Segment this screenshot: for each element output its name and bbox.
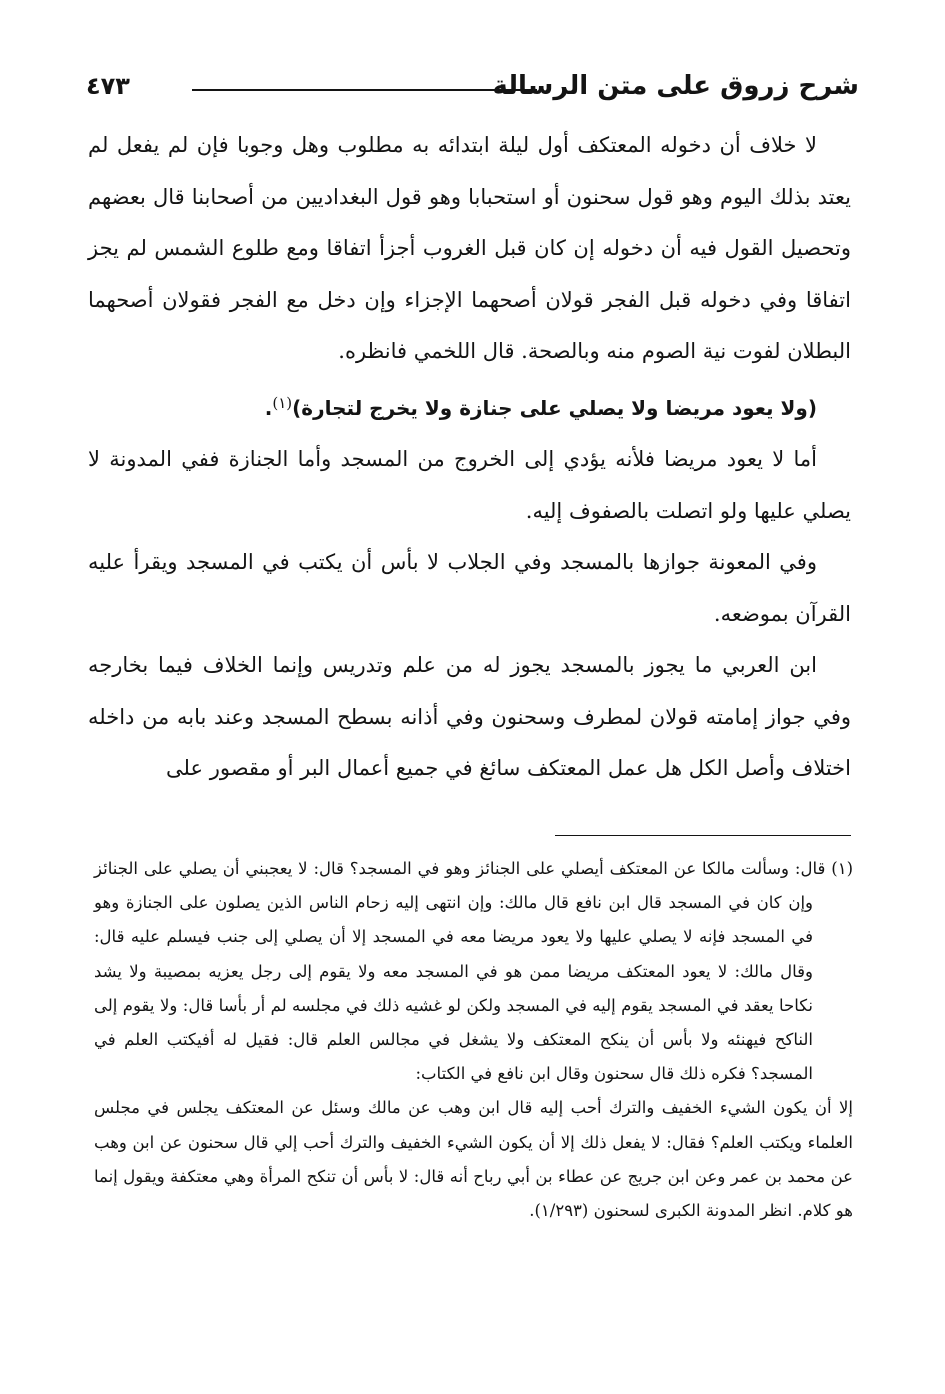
footnote-1-text: قال: وسألت مالكا عن المعتكف أيصلي على الجنائز وهو في المسجد؟ قال: لا يعجبني أن يصلي على الجنائز وإن كان في المسجد قال ابن نافع قال مالك: وإن انتهى إليه زحام الناس الذين يصلون على الجنازة وهو في المسجد فإنه لا يصلي عليها ولا يعود مريضا معه في المسجد إلا أن يصلي إلى جنب فيسلم عليه قال: وقال مالك: لا يعود المعتكف مريضا ممن هو في المسجد معه ولا يقوم إلى رجل يعزيه بمصيبة ولا يشد نكاحا يعقد في المسجد يقوم إليه في المسجد ولكن لو غشيه ذلك في مجلسه لم أر بأسا قال: ولا يقوم إلى الناكح فيهنئه ولا بأس أن ينكح المعتكف ولا يشغل في مجالس العلم قال: فقيل له أفيكتب العلم في المسجد؟ فكره ذلك قال سحنون وقال ابن نافع في الكتاب: xyxy=(94,859,826,1084)
page-number: ٤٧٣ xyxy=(86,72,130,100)
footnote-1-continuation: إلا أن يكون الشيء الخفيف والترك أحب إليه قال ابن وهب عن مالك وسئل عن المعتكف يجلس في مجلس العلماء ويكتب العلم؟ فقال: لا يفعل ذلك إلا أن يكون الشيء الخفيف والترك أحب إلي قال سحنون عن ابن وهب عن محمد بن عمر وعن ابن جريج عن عطاء بن أبي رباح أنه قال: لا بأس أن تنكح المرأة وهي معتكفة ويقول إنما هو كلام. انظر المدونة الكبرى لسحنون (١/٢٩٣). xyxy=(94,1098,853,1221)
matn-heading-end: . xyxy=(264,395,273,420)
header-rule xyxy=(192,89,537,91)
matn-heading xyxy=(88,378,851,435)
footnotes xyxy=(94,852,853,1228)
paragraph-4: ابن العربي ما يجوز بالمسجد يجوز له من علم وتدريس وإنما الخلاف فيما بخارجه وفي جواز إمامته قولان لمطرف وسحنون وفي أذانه بسطح المسجد وعند بابه من داخله اختلاف وأصل الكل هل عمل المعتكف سائغ في جميع أعمال البر أو مقصور على xyxy=(88,653,851,780)
page-header xyxy=(86,64,859,108)
footnote-1 xyxy=(94,852,853,1091)
footnote-separator xyxy=(555,835,851,836)
running-title: شرح زروق على متن الرسالة xyxy=(492,71,859,101)
footnote-ref: (١) xyxy=(272,393,293,412)
paragraph-3: وفي المعونة جوازها بالمسجد وفي الجلاب لا بأس أن يكتب في المسجد ويقرأ عليه القرآن بموضعه. xyxy=(88,550,851,626)
footnote-number: (١) xyxy=(831,859,853,878)
main-text xyxy=(88,120,851,795)
paragraph-2: أما لا يعود مريضا فلأنه يؤدي إلى الخروج من المسجد وأما الجنازة ففي المدونة لا يصلي عليها ولو اتصلت بالصفوف إليه. xyxy=(88,447,851,523)
paragraph-1: لا خلاف أن دخوله المعتكف أول ليلة ابتدائه به مطلوب وهل وجوبا فإن لم يفعل لم يعتد بذلك اليوم وهو قول سحنون أو استحبابا وهو قول البغداديين من أصحابنا قال بعضهم وتحصيل القول فيه أن دخوله إن كان قبل الغروب أجزأ اتفاقا ومع طلوع الشمس لم يجز اتفاقا وفي دخوله قبل الفجر قولان أصحهما الإجزاء وإن دخل مع الفجر فقولان أصحهما البطلان لفوت نية الصوم منه وبالصحة. قال اللخمي فانظره. xyxy=(88,133,851,363)
matn-heading-text: (ولا يعود مريضا ولا يصلي على جنازة ولا يخرج لتجارة) xyxy=(292,395,817,420)
